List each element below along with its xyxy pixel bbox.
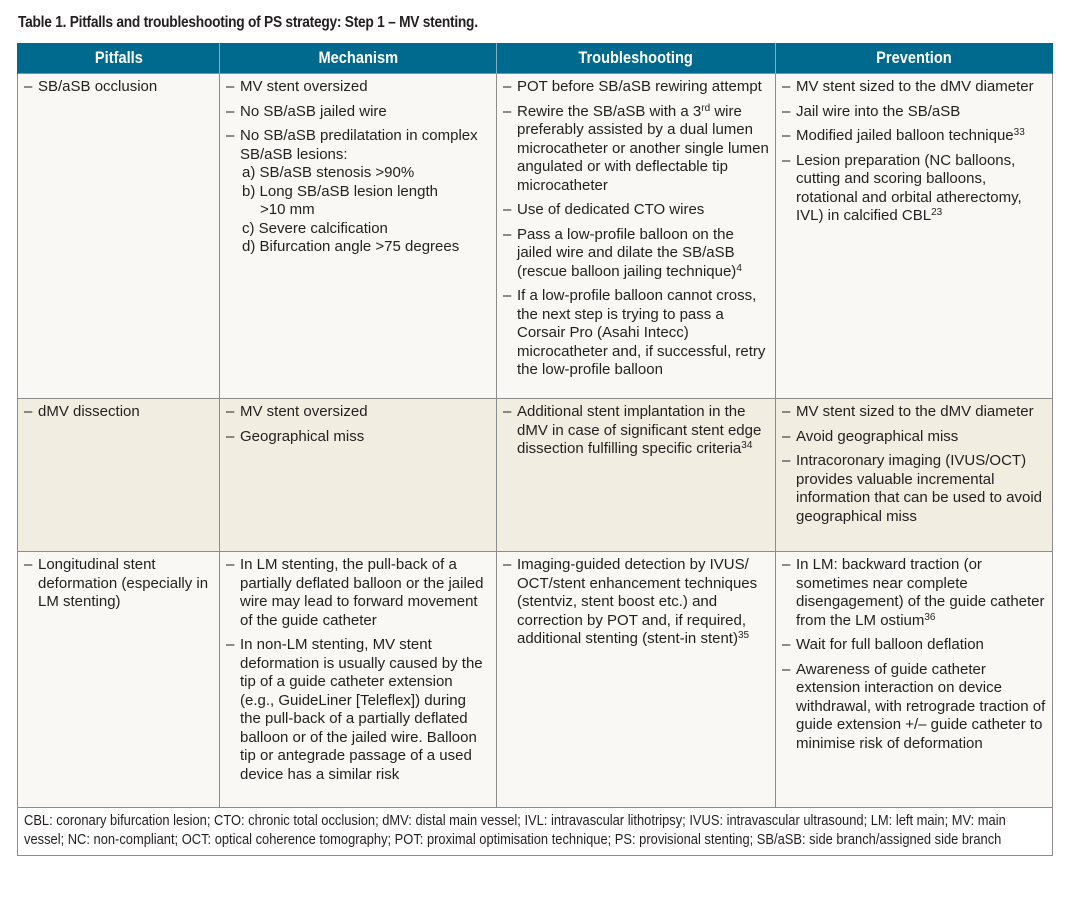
table-caption: Table 1. Pitfalls and troubleshooting of PS strategy: Step 1 – MV stenting. xyxy=(18,14,478,31)
list-item: – If a low-profile balloon cannot cross, the next step is trying to pass a Corsair Pro (Asahi Intecc) microcatheter and, if successful, retry the low-profile balloon xyxy=(503,287,769,380)
sub-list xyxy=(240,164,490,257)
list-item: – Modified jailed balloon technique$^{33}$ xyxy=(782,127,1046,146)
list-item: – Imaging-guided detection by IVUS/ OCT/stent enhancement techniques (stentviz, stent boost etc.) and correction by POT and, if required, additional stenting (stent-in stent)$^{35}$ xyxy=(503,556,769,649)
troubleshooting-cell xyxy=(497,74,776,399)
sub-item: >10 mm xyxy=(260,201,315,218)
header-troubleshooting: Troubleshooting xyxy=(497,43,776,74)
list-item: – Intracoronary imaging (IVUS/OCT) provides valuable incremental information that can be used to avoid geographical miss xyxy=(782,452,1046,526)
header-mechanism: Mechanism xyxy=(220,43,497,74)
list-item: – Pass a low-profile balloon on the jailed wire and dilate the SB/aSB (rescue balloon jailing technique)$^4$ xyxy=(503,226,769,282)
list-item: – No SB/aSB predilatation in complex SB/aSB lesions: a) SB/aSB stenosis >90% b) Long SB/aSB lesion length >10 mm c) Severe calcification d) Bifurcation angle >75 degrees xyxy=(226,127,490,257)
table-row xyxy=(18,74,1053,399)
prevention-cell xyxy=(776,552,1053,808)
table-header-row xyxy=(18,43,1053,74)
list-item: – Additional stent implantation in the dMV in case of significant stent edge dissection fulfilling specific criteria$^{34}$ xyxy=(503,403,769,459)
pitfall-cell xyxy=(18,399,220,552)
sub-item: c) Severe calcification xyxy=(242,219,388,237)
abbreviations-text: CBL: coronary bifurcation lesion; CTO: chronic total occlusion; dMV: distal main vessel; IVL: intravascular lithotripsy; IVUS: intravascular ultrasound; LM: left main; MV: main vessel; NC: non-compliant; OCT: optical coherence tomography; POT: proximal optimisation technique; PS: provisional stenting; SB/aSB: side branch/assigned side branch xyxy=(24,812,1006,848)
sub-item: a) SB/aSB stenosis >90% xyxy=(242,164,415,181)
pitfall-text: – SB/aSB occlusion xyxy=(24,78,213,97)
list-item: – In non-LM stenting, MV stent deformation is usually caused by the tip of a guide catheter extension (e.g., GuideLiner [Teleflex]) during the pull-back of a partially deflated balloon or of the jailed wire. Balloon tip or antegrade passage of a used device has a similar risk xyxy=(226,636,490,784)
pitfalls-table xyxy=(17,43,1053,856)
table-footnote xyxy=(18,808,1053,856)
pitfall-cell xyxy=(18,74,220,399)
mechanism-cell xyxy=(220,74,497,399)
list-item: – Awareness of guide catheter extension interaction on device withdrawal, with retrograde traction of guide extension +/– guide catheter to minimise risk of deformation xyxy=(782,661,1046,754)
list-item: – No SB/aSB jailed wire xyxy=(226,103,490,122)
troubleshooting-cell xyxy=(497,552,776,808)
list-item: – In LM: backward traction (or sometimes near complete disengagement) of the guide catheter from the LM ostium$^{36}$ xyxy=(782,556,1046,630)
list-item: – MV stent sized to the dMV diameter xyxy=(782,78,1046,97)
prevention-cell xyxy=(776,399,1053,552)
list-item: – Jail wire into the SB/aSB xyxy=(782,103,1046,122)
pitfall-text: – dMV dissection xyxy=(24,403,213,422)
table-footnote-row xyxy=(18,808,1053,856)
list-item: – Wait for full balloon deflation xyxy=(782,636,1046,655)
list-item: – MV stent sized to the dMV diameter xyxy=(782,403,1046,422)
table-row xyxy=(18,399,1053,552)
pitfall-text: – Longitudinal stent deformation (especially in LM stenting) xyxy=(24,556,213,612)
table-row xyxy=(18,552,1053,808)
list-item: – Geographical miss xyxy=(226,428,490,447)
list-item: – Lesion preparation (NC balloons, cutting and scoring balloons, rotational and orbital atherectomy, IVL) in calcified CBL$^{23}$ xyxy=(782,152,1046,226)
header-pitfalls: Pitfalls xyxy=(18,43,220,74)
sub-item: b) Long SB/aSB lesion length xyxy=(242,182,438,200)
mechanism-cell xyxy=(220,399,497,552)
list-item: – MV stent oversized xyxy=(226,78,490,97)
list-item: – Use of dedicated CTO wires xyxy=(503,201,769,220)
header-prevention: Prevention xyxy=(776,43,1053,74)
list-item: – Rewire the SB/aSB with a 3rd wire preferably assisted by a dual lumen microcatheter or another single lumen angulated or with deflectable tip microcatheter xyxy=(503,103,769,196)
list-item: – MV stent oversized xyxy=(226,403,490,422)
prevention-cell xyxy=(776,74,1053,399)
mechanism-cell xyxy=(220,552,497,808)
pitfall-cell xyxy=(18,552,220,808)
sub-item: d) Bifurcation angle >75 degrees xyxy=(242,238,460,255)
list-item: – POT before SB/aSB rewiring attempt xyxy=(503,78,769,97)
troubleshooting-cell xyxy=(497,399,776,552)
list-item: – Avoid geographical miss xyxy=(782,428,1046,447)
list-item: – In LM stenting, the pull-back of a partially deflated balloon or the jailed wire may lead to forward movement of the guide catheter xyxy=(226,556,490,630)
